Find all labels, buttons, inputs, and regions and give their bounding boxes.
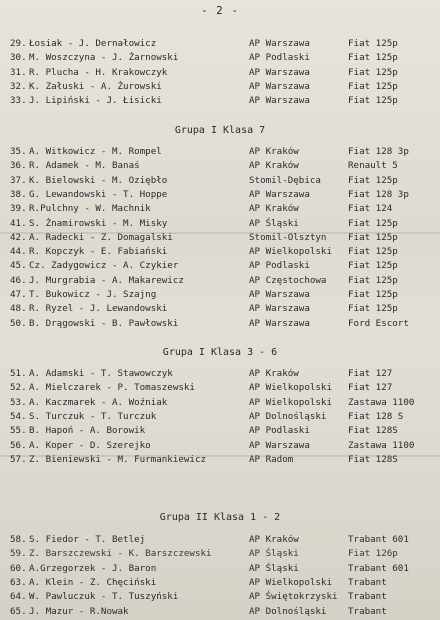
car-model: Fiat 125p xyxy=(348,231,398,243)
entry-row xyxy=(10,548,435,562)
entry-number: 35. xyxy=(10,146,27,157)
club-name: AP Śląski xyxy=(249,562,299,574)
group-title: Grupa II Klasa 1 - 2 xyxy=(159,512,281,523)
crew-names: T. Bukowicz - J. Szajng xyxy=(29,289,157,300)
club-name: AP Kraków xyxy=(249,368,299,379)
club-name: AP Podlaski xyxy=(249,260,310,272)
crew-names: A. Mielczarek - P. Tomaszewski xyxy=(29,382,195,394)
entry-row xyxy=(10,218,435,232)
car-model: Fiat 127 xyxy=(348,382,393,394)
entry-number: 47. xyxy=(10,289,27,300)
crew-names: Łosiak - J. Dernałowicz xyxy=(29,38,157,49)
car-model: Fiat 125p xyxy=(348,38,398,49)
entry-row xyxy=(10,591,435,605)
crew-names: G. Lewandowski - T. Hoppe xyxy=(29,188,168,200)
entry-row xyxy=(10,454,435,468)
entry-number: 45. xyxy=(10,260,27,272)
car-model: Fiat 128S xyxy=(348,453,398,465)
car-model: Fiat 125p xyxy=(348,52,398,64)
page-number: - 2 - xyxy=(200,4,240,17)
car-model: Fiat 125p xyxy=(348,289,398,300)
crew-names: J. Mazur - R.Nowak xyxy=(29,605,129,617)
entry-row xyxy=(10,52,435,66)
club-name: AP Dolnośląski xyxy=(249,410,327,422)
crew-names: W. Pawluczuk - T. Tuszyński xyxy=(29,591,179,603)
club-name: AP Świętokrzyski xyxy=(249,591,338,603)
entry-row xyxy=(10,67,435,81)
club-name: AP Kraków xyxy=(249,160,299,172)
entry-row xyxy=(10,81,435,95)
entry-row xyxy=(10,232,435,246)
club-name: AP Dolnośląski xyxy=(249,605,327,617)
entry-number: 41. xyxy=(10,217,27,229)
club-name: Stomil-Dębica xyxy=(249,174,321,186)
car-model: Fiat 125p xyxy=(348,217,398,229)
crew-names: B. Drągowski - B. Pawłowski xyxy=(29,317,179,329)
car-model: Fiat 128 S xyxy=(348,410,404,422)
entry-number: 39. xyxy=(10,203,27,215)
crew-names: Cz. Zadygowicz - A. Czykier xyxy=(29,260,179,272)
entry-number: 42. xyxy=(10,231,27,243)
entry-number: 48. xyxy=(10,303,27,315)
club-name: AP Śląski xyxy=(249,548,299,560)
entry-row xyxy=(10,275,435,289)
car-model: Zastawa 1100 xyxy=(348,439,415,451)
car-model: Fiat 125p xyxy=(348,303,398,315)
crew-names: S. Turczuk - T. Turczuk xyxy=(29,410,157,422)
crew-names: A.Grzegorzek - J. Baron xyxy=(29,562,157,574)
car-model: Ford Escort xyxy=(348,317,409,329)
entry-number: 65. xyxy=(10,605,27,617)
club-name: AP Warszawa xyxy=(249,80,310,92)
crew-names: K. Bielowski - M. Oziębło xyxy=(29,174,168,186)
car-model: Renault 5 xyxy=(348,160,398,172)
club-name: AP Śląski xyxy=(249,217,299,229)
club-name: AP Kraków xyxy=(249,203,299,215)
car-model: Trabant 601 xyxy=(348,562,409,574)
entry-row xyxy=(10,563,435,577)
entry-number: 55. xyxy=(10,425,27,437)
club-name: AP Warszawa xyxy=(249,95,310,107)
entry-row xyxy=(10,189,435,203)
car-model: Fiat 128 3p xyxy=(348,188,409,200)
crew-names: R.Pulchny - W. Machnik xyxy=(29,203,151,215)
crew-names: Z. Barszczewski - K. Barszczewski xyxy=(29,548,212,560)
crew-names: S. Fiedor - T. Betlej xyxy=(29,534,146,545)
car-model: Fiat 125p xyxy=(348,174,398,186)
entry-number: 57. xyxy=(10,453,27,465)
entry-row xyxy=(10,368,435,382)
club-name: AP Podlaski xyxy=(249,52,310,64)
entry-number: 30. xyxy=(10,52,27,64)
club-name: AP Warszawa xyxy=(249,439,310,451)
crew-names: A. Radecki - Z. Domagalski xyxy=(29,231,173,243)
entry-number: 51. xyxy=(10,368,27,379)
club-name: AP Kraków xyxy=(249,146,299,157)
car-model: Trabant xyxy=(348,576,387,588)
car-model: Fiat 128 3p xyxy=(348,146,409,157)
car-model: Fiat 125p xyxy=(348,66,398,78)
entry-number: 32. xyxy=(10,80,27,92)
entry-row xyxy=(10,534,435,548)
crew-names: R. Ryzel - J. Lewandowski xyxy=(29,303,168,315)
club-name: AP Wielkopolski xyxy=(249,246,332,258)
entry-row xyxy=(10,246,435,260)
car-model: Fiat 124 xyxy=(348,203,393,215)
crew-names: R. Plucha - H. Krakowczyk xyxy=(29,66,168,78)
entry-row xyxy=(10,411,435,425)
entry-number: 44. xyxy=(10,246,27,258)
entry-number: 63. xyxy=(10,576,27,588)
entry-row xyxy=(10,382,435,396)
entry-number: 29. xyxy=(10,38,27,49)
entry-row xyxy=(10,260,435,274)
crew-names: A. Klein - Z. Chęciński xyxy=(29,576,157,588)
car-model: Fiat 125p xyxy=(348,274,398,286)
club-name: AP Wielkopolski xyxy=(249,396,332,408)
crew-names: A. Witkowicz - M. Rompel xyxy=(29,146,162,157)
entry-number: 52. xyxy=(10,382,27,394)
club-name: AP Podlaski xyxy=(249,425,310,437)
entry-row xyxy=(10,175,435,189)
car-model: Trabant xyxy=(348,591,387,603)
entry-number: 36. xyxy=(10,160,27,172)
entry-row xyxy=(10,606,435,620)
entry-row xyxy=(10,289,435,303)
car-model: Trabant 601 xyxy=(348,534,409,545)
crew-names: J. Lipiński - J. Łisicki xyxy=(29,95,162,107)
entry-number: 54. xyxy=(10,410,27,422)
car-model: Fiat 125p xyxy=(348,260,398,272)
crew-names: A. Koper - D. Szerejko xyxy=(29,439,151,451)
car-model: Fiat 128S xyxy=(348,425,398,437)
entry-number: 56. xyxy=(10,439,27,451)
entry-number: 59. xyxy=(10,548,27,560)
club-name: AP Warszawa xyxy=(249,66,310,78)
car-model: Fiat 126p xyxy=(348,548,398,560)
car-model: Zastawa 1100 xyxy=(348,396,415,408)
club-name: AP Częstochowa xyxy=(249,274,327,286)
club-name: AP Warszawa xyxy=(249,38,310,49)
crew-names: K. Załuski - A. Żurowski xyxy=(29,80,162,92)
entry-number: 58. xyxy=(10,534,27,545)
car-model: Trabant xyxy=(348,605,387,617)
entry-row xyxy=(10,160,435,174)
car-model: Fiat 127 xyxy=(348,368,393,379)
club-name: AP Wielkopolski xyxy=(249,382,332,394)
car-model: Fiat 125p xyxy=(348,95,398,107)
entry-row xyxy=(10,38,435,52)
entry-row xyxy=(10,303,435,317)
entry-row xyxy=(10,440,435,454)
entry-number: 33. xyxy=(10,95,27,107)
club-name: AP Radom xyxy=(249,453,294,465)
car-model: Fiat 125p xyxy=(348,246,398,258)
group-title: Grupa I Klasa 7 xyxy=(174,125,266,136)
entry-number: 60. xyxy=(10,562,27,574)
group-title: Grupa I Klasa 3 - 6 xyxy=(162,347,278,358)
crew-names: B. Hapoń - A. Borowik xyxy=(29,425,146,437)
entry-row xyxy=(10,203,435,217)
club-name: Stomil-Olsztyn xyxy=(249,231,327,243)
entry-row xyxy=(10,425,435,439)
entry-number: 38. xyxy=(10,188,27,200)
car-model: Fiat 125p xyxy=(348,80,398,92)
club-name: AP Wielkopolski xyxy=(249,576,332,588)
crew-names: M. Woszczyna - J. Żarnowski xyxy=(29,52,179,64)
entry-number: 50. xyxy=(10,317,27,329)
entry-number: 31. xyxy=(10,66,27,78)
entry-row xyxy=(10,146,435,160)
crew-names: R. Kopczyk - E. Fabiański xyxy=(29,246,168,258)
entry-number: 37. xyxy=(10,174,27,186)
club-name: AP Kraków xyxy=(249,534,299,545)
entry-row xyxy=(10,577,435,591)
club-name: AP Warszawa xyxy=(249,317,310,329)
entry-number: 46. xyxy=(10,274,27,286)
entry-row xyxy=(10,95,435,109)
crew-names: A. Adamski - T. Stawowczyk xyxy=(29,368,173,379)
entry-row xyxy=(10,318,435,332)
club-name: AP Warszawa xyxy=(249,289,310,300)
entry-number: 64. xyxy=(10,591,27,603)
crew-names: A. Kaczmarek - A. Woźniak xyxy=(29,396,168,408)
club-name: AP Warszawa xyxy=(249,303,310,315)
crew-names: S. Żnamirowski - M. Misky xyxy=(29,217,168,229)
entry-number: 53. xyxy=(10,396,27,408)
club-name: AP Warszawa xyxy=(249,188,310,200)
crew-names: R. Adamek - M. Banaś xyxy=(29,160,140,172)
entry-row xyxy=(10,397,435,411)
crew-names: J. Murgrabia - A. Makarewicz xyxy=(29,274,184,286)
crew-names: Z. Bieniewski - M. Furmankiewicz xyxy=(29,453,207,465)
